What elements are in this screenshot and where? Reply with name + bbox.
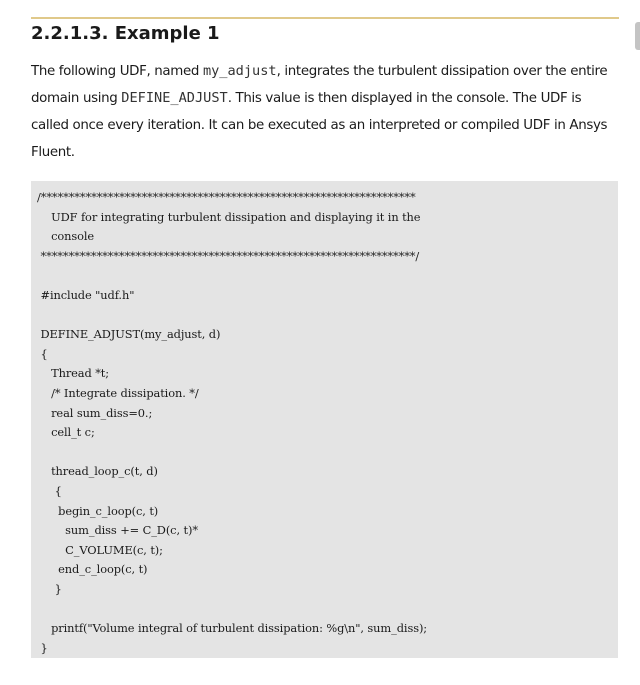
description-paragraph	[31, 58, 621, 166]
code-line	[37, 306, 618, 326]
code-line: C_VOLUME(c, t);	[37, 542, 163, 557]
code-line: /*******************************************************************	[37, 190, 416, 204]
code-line: }	[37, 640, 48, 655]
code-block	[31, 181, 618, 658]
inline-code-macro: DEFINE_ADJUST	[121, 90, 228, 106]
code-line	[37, 266, 618, 286]
code-line: cell_t c;	[37, 425, 95, 440]
code-line: Thread *t;	[37, 366, 110, 381]
code-line	[37, 443, 618, 463]
code-line	[37, 599, 618, 619]
code-line: begin_c_loop(c, t)	[37, 503, 159, 518]
code-line: }	[37, 581, 62, 596]
section-top-rule	[31, 17, 619, 19]
code-line: thread_loop_c(t, d)	[37, 464, 158, 479]
code-line: console	[37, 229, 95, 244]
code-line: UDF for integrating turbulent dissipation and displaying it in the	[37, 209, 421, 224]
code-line: {	[37, 483, 62, 498]
code-line: end_c_loop(c, t)	[37, 562, 148, 577]
section-title: 2.2.1.3. Example 1	[31, 23, 220, 44]
code-line: /* Integrate dissipation. */	[37, 385, 199, 400]
code-line: *******************************************************************/	[37, 248, 420, 263]
description-text-2: , integrates the turbulent dissipation over the entire domain using	[31, 64, 608, 106]
code-line: real sum_diss=0.;	[37, 405, 153, 420]
code-line: DEFINE_ADJUST(my_adjust, d)	[37, 327, 221, 342]
description-text-3: . This value is then displayed in the console. The UDF is called once every iteration. It can be executed as an interpreted or compiled UDF in Ansys Fluent.	[31, 91, 608, 160]
code-line: sum_diss += C_D(c, t)*	[37, 523, 198, 538]
code-line: {	[37, 346, 48, 361]
code-line: printf("Volume integral of turbulent dissipation: %g\n", sum_diss);	[37, 621, 428, 636]
inline-code-udf-name: my_adjust	[202, 63, 277, 79]
description-text-1: The following UDF, named	[31, 64, 203, 79]
code-line: #include "udf.h"	[37, 287, 135, 302]
scrollbar-thumb[interactable]	[635, 22, 640, 50]
